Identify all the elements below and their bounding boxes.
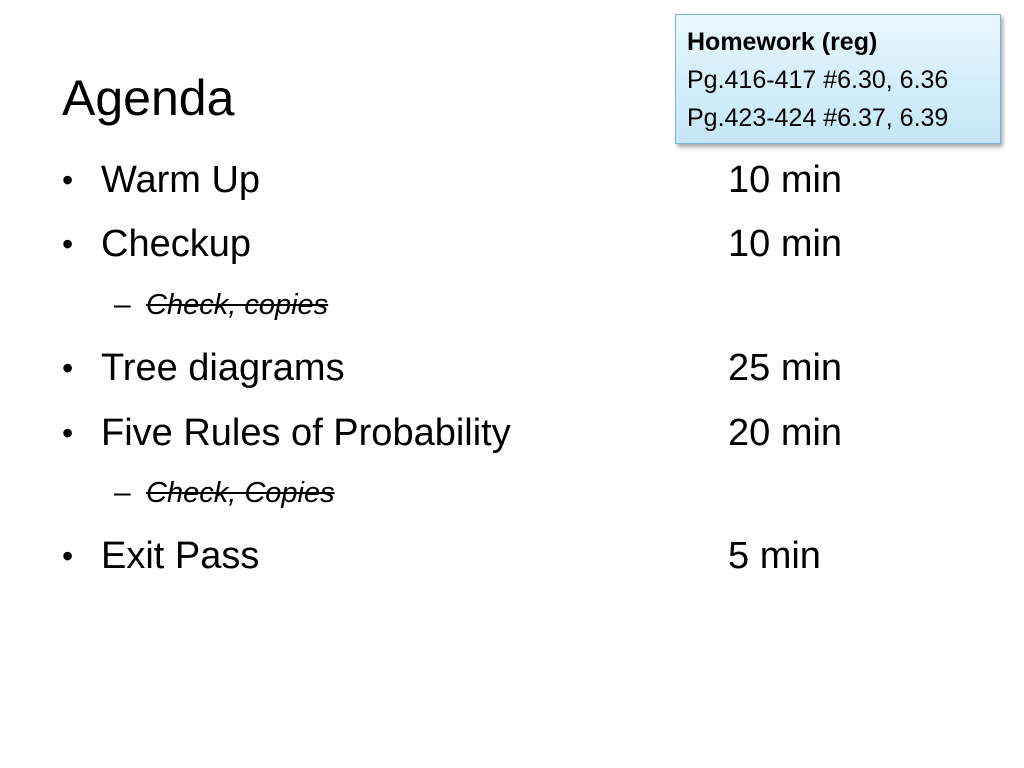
sub-bullet-marker: –	[114, 288, 131, 321]
slide-title: Agenda	[62, 70, 235, 126]
agenda-item-duration: 10 min	[728, 223, 843, 265]
bullet-marker: •	[62, 538, 74, 574]
bullet-marker: •	[62, 415, 74, 451]
homework-heading: Homework (reg)	[687, 28, 878, 56]
agenda-item-duration: 20 min	[728, 412, 843, 454]
sub-bullet-marker: –	[114, 476, 131, 509]
agenda-item-label: Warm Up	[101, 159, 261, 201]
agenda-item-label: Checkup	[101, 223, 251, 265]
bullet-marker: •	[62, 226, 74, 262]
homework-line: Pg.423-424 #6.37, 6.39	[687, 104, 949, 132]
agenda-item-duration: 10 min	[728, 159, 843, 201]
homework-line: Pg.416-417 #6.30, 6.36	[687, 66, 949, 94]
bullet-marker: •	[62, 162, 74, 198]
agenda-subitem-label: Check, Copies	[146, 477, 335, 509]
agenda-item-duration: 25 min	[728, 347, 843, 389]
bullet-marker: •	[62, 350, 74, 386]
agenda-item-label: Exit Pass	[101, 535, 260, 577]
agenda-subitem-label: Check, copies	[146, 289, 329, 321]
agenda-item-label: Tree diagrams	[101, 347, 345, 389]
agenda-item-label: Five Rules of Probability	[101, 412, 511, 454]
agenda-item-duration: 5 min	[728, 535, 821, 577]
